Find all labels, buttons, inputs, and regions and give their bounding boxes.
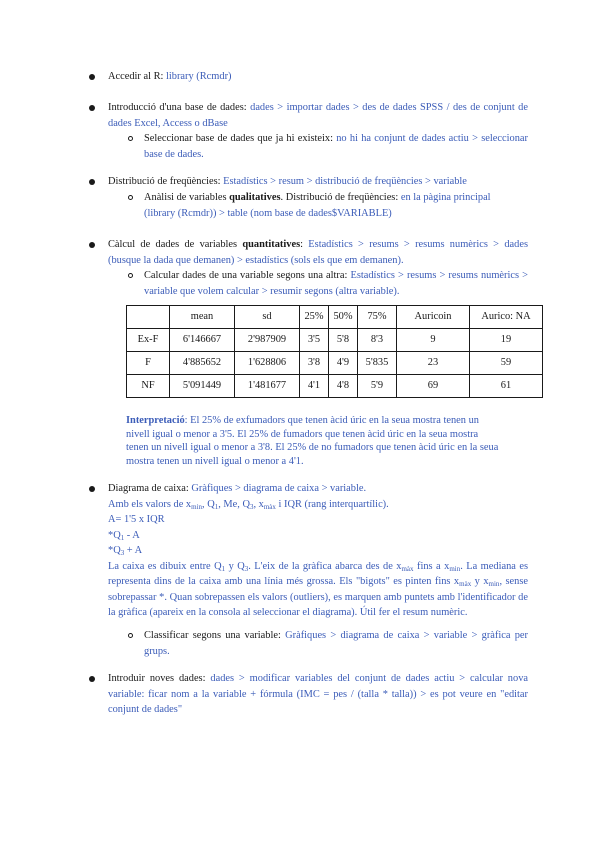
table-cell: 6'146667 [170, 329, 235, 352]
table-cell: 61 [470, 375, 543, 398]
header-cell: 25% [300, 306, 329, 329]
sub-bullet [128, 633, 133, 638]
formula-q1: $*Q_1$ - A [108, 529, 140, 542]
interpretation-label: Interpretació [126, 415, 185, 426]
table-cell: 4'8 [329, 375, 358, 398]
section-label: Introducció d'una base de dades: [108, 102, 251, 113]
bullet [89, 179, 95, 185]
menu-path: Estadístics > resums > resums numèrics > dades (busque la dada que demanen) > estadístics (sols els que em demanen). [108, 239, 528, 266]
subsection-qualitative [144, 190, 528, 221]
section-boxplot [108, 481, 528, 621]
table-cell: NF [127, 375, 170, 398]
sub-label: Anàlisi de variables [144, 192, 230, 203]
header-cell: Auricoin [397, 306, 470, 329]
section-label: : [300, 239, 309, 250]
subsection-select-dataset [144, 131, 528, 162]
bullet [89, 486, 95, 492]
table-cell: 3'8 [300, 352, 329, 375]
table-cell: 69 [397, 375, 470, 398]
interpretation-text: nivell igual o menor a 3'5. El 25% de fumadors que tenen àcid úric en la seua mostra [126, 428, 479, 440]
section-label: Diagrama de caixa: [108, 483, 192, 494]
table-cell: 4'9 [329, 352, 358, 375]
formula-a: A= 1'5 x IQR [108, 514, 165, 525]
header-cell: sd [235, 306, 300, 329]
interpretation-text: mostra tenen un nivell igual o menor a 4'1. [126, 455, 304, 467]
subsection-classify [144, 628, 528, 659]
subsection-by-group [144, 268, 528, 299]
section-new-data [108, 671, 528, 718]
boxplot-values-line: Amb els valors de $x_{min}$, $Q_1$, Me, $Q_3$, $x_{màx}$ i IQR (rang interquartílic). [108, 498, 389, 511]
section-label: Càlcul de dades de variables [108, 239, 243, 250]
menu-path: variable: ficar nom a la variable + fórmula (IMC = pes / (talla * talla)) > es pot veure en "editar conjunt de dades" [108, 688, 528, 715]
table-cell: 1'628806 [235, 352, 300, 375]
sub-label-bold: qualitatives [229, 192, 281, 203]
sub-label: Calcular dades de una variable segons una altra: [144, 270, 351, 281]
bullet [89, 105, 95, 111]
section-label: Distribució de freqüències: [108, 176, 224, 187]
sub-label: Seleccionar base de dades que ja hi existeix: [144, 133, 337, 144]
interpretation-text: : El 25% de exfumadors que tenen àcid úric en la seua mostra tenen un [184, 415, 479, 426]
table-cell: 1'481677 [235, 375, 300, 398]
section-label-bold: quantitatives [242, 239, 301, 250]
header-cell: 50% [329, 306, 358, 329]
table-header-row [127, 306, 543, 329]
menu-path: Estadístics > resum > distribució de freqüències > variable [223, 176, 467, 187]
table-cell: 5'9 [358, 375, 397, 398]
section-frequency [108, 174, 528, 190]
menu-path: en la pàgina principal [400, 192, 491, 203]
menu-path: no hi ha conjunt de dades actiu > seleccionar base de dades. [144, 133, 528, 160]
table-cell: 59 [470, 352, 543, 375]
sub-label: Classificar segons una variable: [144, 630, 286, 641]
bullet [89, 676, 95, 682]
table-cell: 3'5 [300, 329, 329, 352]
header-cell: 75% [358, 306, 397, 329]
bullet [89, 74, 95, 80]
menu-path: dades > modificar variables del conjunt de dades actiu > calcular nova [210, 673, 528, 684]
table-cell: F [127, 352, 170, 375]
table-cell: 5'835 [358, 352, 397, 375]
table-cell: 4'1 [300, 375, 329, 398]
menu-path: library (Rcmdr) [166, 71, 232, 82]
menu-path: (library (Rcmdr)) > table (nom base de dades$VARIABLE) [144, 207, 392, 219]
menu-path: Gràfiques > diagrama de caixa > variable. [191, 483, 367, 494]
sub-label: . Distribució de freqüències: [280, 192, 401, 203]
table-cell: 23 [397, 352, 470, 375]
table-cell: 19 [470, 329, 543, 352]
menu-path: Gràfiques > diagrama de caixa > variable > gràfica per grups. [144, 630, 528, 657]
section-import [108, 100, 528, 131]
header-cell: mean [170, 306, 235, 329]
boxplot-description: La caixa es dibuix entre $Q_1$ y $Q_3$. L'eix de la gràfica abarca des de $x_{màx}$ fins a $x_{min}$. La mediana es representa dins de la caixa amb una línia més grossa. Els "bigots" es pinten fins $x_{màx}$ y $x_{min}$, sense sobrepassar *. Quan sobrepassen els valors (outliers), es marquen amb puntets amb l'identificador de la gràfica (apareix en la consola al seleccionar el diagrama). Útil fer el resum numèric. [108, 560, 529, 618]
interpretation-paragraph [126, 414, 528, 468]
section-label: Accedir al R: [108, 71, 166, 82]
table-cell: 5'8 [329, 329, 358, 352]
section-quantitative [108, 237, 528, 268]
table-cell: Ex-F [127, 329, 170, 352]
bullet [89, 242, 95, 248]
interpretation-text: tenen un nivell igual o menor a 3'8. El 25% de no fumadors que tenen àcid úric en la seua [126, 442, 499, 453]
sub-bullet [128, 136, 133, 141]
formula-q3: $*Q_3 + A$ [108, 545, 143, 557]
menu-path: Estadístics > resums > resums numèrics > variable que volem calcular > resumir segons (altra variable). [144, 270, 528, 297]
header-cell: Aurico: NA [470, 306, 543, 329]
table-row [127, 329, 543, 352]
section-label: Introduir noves dades: [108, 673, 211, 684]
table-row [127, 375, 543, 398]
menu-path: dades > importar dades > des de dades SPSS / des de conjunt de dades Excel, Access o dBase [108, 102, 528, 129]
statistics-table [126, 305, 543, 398]
table-cell: 8'3 [358, 329, 397, 352]
table-cell: 4'885652 [170, 352, 235, 375]
sub-bullet [128, 195, 133, 200]
sub-bullet [128, 273, 133, 278]
header-cell [127, 306, 170, 329]
table-cell: 2'987909 [235, 329, 300, 352]
section-library [108, 69, 528, 85]
table-cell: 9 [397, 329, 470, 352]
table-row [127, 352, 543, 375]
table-cell: 5'091449 [170, 375, 235, 398]
